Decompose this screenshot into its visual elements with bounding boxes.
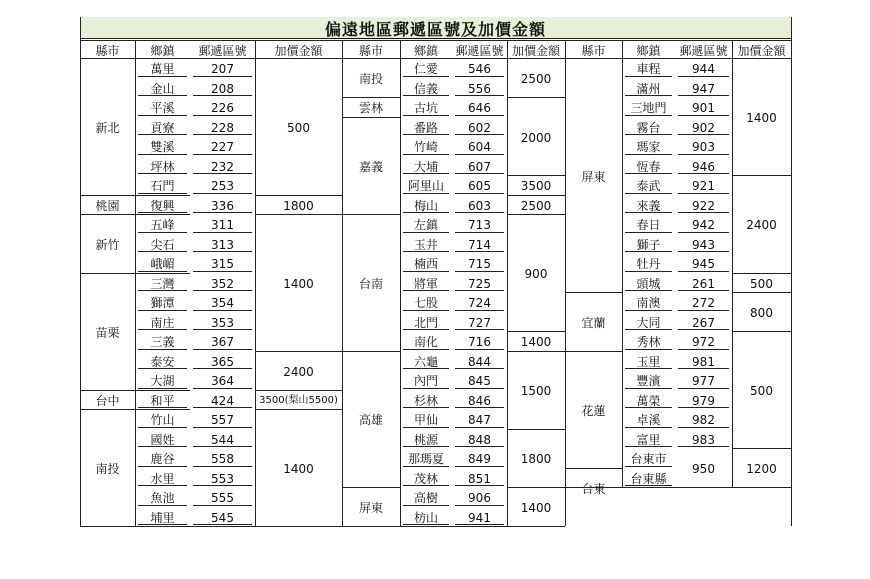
zip-cell: 313 xyxy=(190,234,255,254)
fee-cell: 1800 xyxy=(283,198,314,213)
town-cell: 三灣 xyxy=(135,273,190,293)
grid-line xyxy=(342,526,565,527)
town-cell: 台東市 xyxy=(622,448,675,468)
zip-cell: 208 xyxy=(190,78,255,98)
grid-line xyxy=(732,40,733,487)
zip-cell: 602 xyxy=(452,117,507,137)
county-cell: 花蓮 xyxy=(581,403,606,418)
fee-cell: 800 xyxy=(750,306,773,320)
grid-line xyxy=(342,117,400,118)
grid-line xyxy=(255,409,342,410)
town-cell: 水里 xyxy=(135,468,190,488)
fee-cell: 2400 xyxy=(746,218,777,233)
column-header: 加價金額 xyxy=(511,43,560,58)
zip-cell: 424 xyxy=(190,390,255,410)
town-cell: 恆春 xyxy=(622,156,675,176)
zip-cell: 646 xyxy=(452,97,507,117)
town-cell: 番路 xyxy=(400,117,452,137)
fee-cell: 1500 xyxy=(520,384,552,398)
town-cell: 金山 xyxy=(135,78,190,98)
town-cell: 豐濱 xyxy=(622,370,675,390)
town-cell: 北門 xyxy=(400,312,452,332)
zip-cell: 983 xyxy=(675,429,732,449)
fee-cell: 500 xyxy=(750,384,773,398)
zip-cell: 336 xyxy=(190,195,255,215)
county-cell: 台中 xyxy=(95,393,120,408)
grid-line xyxy=(565,40,566,526)
zip-cell: 845 xyxy=(452,370,507,390)
town-cell: 頭城 xyxy=(622,273,675,293)
fee-cell: 3500(梨山5500) xyxy=(259,394,338,406)
zip-cell: 354 xyxy=(190,292,255,312)
zip-cell: 947 xyxy=(675,78,732,98)
column-header: 郵遞區號 xyxy=(198,43,247,58)
grid-line xyxy=(342,351,400,352)
town-cell: 竹崎 xyxy=(400,136,452,156)
town-cell: 仁愛 xyxy=(400,58,452,78)
zip-cell: 922 xyxy=(675,195,732,215)
grid-line xyxy=(507,195,565,196)
town-cell: 南庄 xyxy=(135,312,190,332)
zip-cell: 253 xyxy=(190,175,255,195)
grid-line xyxy=(255,390,342,391)
zip-cell: 272 xyxy=(675,292,732,312)
zip-cell: 979 xyxy=(675,390,732,410)
town-cell: 萬榮 xyxy=(622,390,675,410)
grid-line xyxy=(507,429,565,430)
fee-cell: 1400 xyxy=(746,111,777,125)
column-header: 加價金額 xyxy=(274,43,323,58)
zip-cell: 945 xyxy=(675,253,732,273)
town-cell: 三義 xyxy=(135,331,190,351)
zip-cell: 365 xyxy=(190,351,255,371)
town-cell: 復興 xyxy=(135,195,190,215)
grid-line xyxy=(255,214,342,215)
grid-line xyxy=(565,292,622,293)
grid-line xyxy=(507,175,565,176)
zip-cell: 901 xyxy=(675,97,732,117)
grid-line xyxy=(342,40,343,526)
grid-line xyxy=(732,175,791,176)
county-cell: 嘉義 xyxy=(358,159,383,174)
town-cell: 泰武 xyxy=(622,175,675,195)
grid-line xyxy=(507,487,565,488)
column-header: 縣市 xyxy=(581,43,606,58)
zip-cell: 207 xyxy=(190,58,255,78)
town-cell: 峨嵋 xyxy=(135,253,190,273)
zip-cell: 545 xyxy=(190,507,255,527)
zip-cell: 228 xyxy=(190,117,255,137)
zip-cell: 603 xyxy=(452,195,507,215)
town-cell: 鹿谷 xyxy=(135,448,190,468)
zip-cell: 558 xyxy=(190,448,255,468)
grid-line xyxy=(255,40,256,526)
county-cell: 新竹 xyxy=(95,237,120,252)
column-header: 郵遞區號 xyxy=(455,43,504,58)
grid-line xyxy=(135,40,136,526)
column-header: 加價金額 xyxy=(737,43,786,58)
zip-cell: 261 xyxy=(675,273,732,293)
grid-line xyxy=(507,40,508,526)
town-cell: 台東縣 xyxy=(622,468,675,488)
zip-cell: 950 xyxy=(692,462,715,476)
zip-cell: 906 xyxy=(452,487,507,507)
fee-cell: 1400 xyxy=(283,462,314,476)
fee-cell: 2500 xyxy=(520,72,552,86)
zip-cell: 556 xyxy=(452,78,507,98)
zip-cell: 607 xyxy=(452,156,507,176)
county-cell: 台東 xyxy=(581,481,606,496)
zip-cell: 714 xyxy=(452,234,507,254)
grid-line xyxy=(80,526,342,527)
grid-line xyxy=(732,273,791,274)
fee-cell: 2500 xyxy=(520,198,552,213)
zip-cell: 851 xyxy=(452,468,507,488)
zip-cell: 267 xyxy=(675,312,732,332)
town-cell: 甲仙 xyxy=(400,409,452,429)
zip-cell: 352 xyxy=(190,273,255,293)
town-cell: 霧台 xyxy=(622,117,675,137)
county-cell: 新北 xyxy=(95,120,120,135)
zip-cell: 946 xyxy=(675,156,732,176)
zip-cell: 943 xyxy=(675,234,732,254)
zip-cell: 713 xyxy=(452,214,507,234)
county-cell: 台南 xyxy=(358,276,383,291)
town-cell: 獅潭 xyxy=(135,292,190,312)
zip-cell: 226 xyxy=(190,97,255,117)
town-cell: 國姓 xyxy=(135,429,190,449)
town-cell: 五峰 xyxy=(135,214,190,234)
fee-cell: 1400 xyxy=(283,276,314,291)
town-cell: 枋山 xyxy=(400,507,452,527)
county-cell: 桃園 xyxy=(95,198,120,213)
town-cell: 泰安 xyxy=(135,351,190,371)
zip-cell: 844 xyxy=(452,351,507,371)
zip-cell: 546 xyxy=(452,58,507,78)
zip-cell: 846 xyxy=(452,390,507,410)
town-cell: 貢寮 xyxy=(135,117,190,137)
grid-line xyxy=(791,17,792,487)
grid-line xyxy=(507,331,565,332)
fee-cell: 1200 xyxy=(746,462,777,476)
zip-cell: 557 xyxy=(190,409,255,429)
town-cell: 富里 xyxy=(622,429,675,449)
town-cell: 三地門 xyxy=(622,97,675,117)
zip-cell: 981 xyxy=(675,351,732,371)
town-cell: 杉林 xyxy=(400,390,452,410)
town-cell: 車程 xyxy=(622,58,675,78)
town-cell: 茂林 xyxy=(400,468,452,488)
town-cell: 石門 xyxy=(135,175,190,195)
town-cell: 古坑 xyxy=(400,97,452,117)
grid-line xyxy=(255,195,342,196)
town-cell: 尖石 xyxy=(135,234,190,254)
zip-cell: 977 xyxy=(675,370,732,390)
fee-cell: 2000 xyxy=(520,130,552,145)
grid-line xyxy=(342,97,400,98)
town-cell: 高樹 xyxy=(400,487,452,507)
town-cell: 平溪 xyxy=(135,97,190,117)
county-cell: 屏東 xyxy=(358,501,383,515)
table-title: 偏遠地區郵遞區號及加價金額 xyxy=(80,17,791,39)
fee-cell: 500 xyxy=(287,120,310,135)
zip-cell: 944 xyxy=(675,58,732,78)
grid-line xyxy=(342,487,400,488)
fee-cell: 1400 xyxy=(520,501,552,515)
zip-cell: 232 xyxy=(190,156,255,176)
fee-cell: 1400 xyxy=(520,335,552,350)
town-cell: 南化 xyxy=(400,331,452,351)
zip-cell: 941 xyxy=(452,507,507,527)
zip-cell: 716 xyxy=(452,331,507,351)
town-cell: 楠西 xyxy=(400,253,452,273)
fee-cell: 1800 xyxy=(520,452,552,467)
town-cell: 滿州 xyxy=(622,78,675,98)
county-cell: 南投 xyxy=(358,72,383,86)
column-header: 鄉鎮 xyxy=(413,43,438,58)
grid-line xyxy=(732,448,791,449)
town-cell: 魚池 xyxy=(135,487,190,507)
zip-cell: 367 xyxy=(190,331,255,351)
zip-cell: 227 xyxy=(190,136,255,156)
town-cell: 信義 xyxy=(400,78,452,98)
town-cell: 萬里 xyxy=(135,58,190,78)
zip-cell: 903 xyxy=(675,136,732,156)
column-header: 縣市 xyxy=(95,43,120,58)
town-cell: 梅山 xyxy=(400,195,452,215)
town-cell: 埔里 xyxy=(135,507,190,527)
zip-cell: 364 xyxy=(190,370,255,390)
grid-line xyxy=(507,351,565,352)
grid-line xyxy=(565,351,622,352)
zip-cell: 942 xyxy=(675,214,732,234)
county-cell: 苗栗 xyxy=(95,325,120,340)
town-cell: 大湖 xyxy=(135,370,190,390)
zip-cell: 849 xyxy=(452,448,507,468)
zip-cell: 902 xyxy=(675,117,732,137)
zip-cell: 544 xyxy=(190,429,255,449)
county-cell: 南投 xyxy=(95,462,120,476)
town-cell: 桃源 xyxy=(400,429,452,449)
zip-cell: 553 xyxy=(190,468,255,488)
column-header: 鄉鎮 xyxy=(150,43,175,58)
zip-cell: 315 xyxy=(190,253,255,273)
grid-line xyxy=(342,214,400,215)
town-cell: 卓溪 xyxy=(622,409,675,429)
grid-line xyxy=(400,40,401,526)
zip-cell: 555 xyxy=(190,487,255,507)
fee-cell: 2400 xyxy=(283,364,314,379)
grid-line xyxy=(565,487,791,488)
town-cell: 玉井 xyxy=(400,234,452,254)
zip-cell: 725 xyxy=(452,273,507,293)
town-cell: 南澳 xyxy=(622,292,675,312)
town-cell: 將軍 xyxy=(400,273,452,293)
county-cell: 宜蘭 xyxy=(581,315,606,330)
zip-cell: 727 xyxy=(452,312,507,332)
town-cell: 瑪家 xyxy=(622,136,675,156)
town-cell: 秀林 xyxy=(622,331,675,351)
town-cell: 竹山 xyxy=(135,409,190,429)
zip-cell: 715 xyxy=(452,253,507,273)
town-cell: 內門 xyxy=(400,370,452,390)
zip-cell: 724 xyxy=(452,292,507,312)
fee-cell: 3500 xyxy=(520,179,552,194)
zip-cell: 605 xyxy=(452,175,507,195)
town-cell: 坪林 xyxy=(135,156,190,176)
zip-cell: 847 xyxy=(452,409,507,429)
column-header: 縣市 xyxy=(358,43,383,58)
town-cell: 獅子 xyxy=(622,234,675,254)
grid-line xyxy=(732,292,791,293)
grid-line xyxy=(507,97,565,98)
town-cell: 六龜 xyxy=(400,351,452,371)
county-cell: 屏東 xyxy=(581,169,606,184)
column-header: 郵遞區號 xyxy=(679,43,728,58)
zip-cell: 972 xyxy=(675,331,732,351)
town-cell: 左鎮 xyxy=(400,214,452,234)
town-cell: 牡丹 xyxy=(622,253,675,273)
zip-cell: 848 xyxy=(452,429,507,449)
grid-line xyxy=(507,214,565,215)
grid-line xyxy=(255,351,342,352)
zip-cell: 353 xyxy=(190,312,255,332)
fee-cell: 500 xyxy=(750,276,773,291)
town-cell: 玉里 xyxy=(622,351,675,371)
grid-line xyxy=(622,40,623,487)
zip-cell: 604 xyxy=(452,136,507,156)
zip-cell: 982 xyxy=(675,409,732,429)
town-cell: 雙溪 xyxy=(135,136,190,156)
column-header: 鄉鎮 xyxy=(636,43,661,58)
zip-cell: 921 xyxy=(675,175,732,195)
grid-line xyxy=(732,331,791,332)
town-cell: 那瑪夏 xyxy=(400,448,452,468)
town-cell: 春日 xyxy=(622,214,675,234)
grid-line xyxy=(80,40,791,41)
town-cell: 大同 xyxy=(622,312,675,332)
county-cell: 雲林 xyxy=(358,101,383,116)
town-cell: 和平 xyxy=(135,390,190,410)
county-cell: 高雄 xyxy=(358,413,383,428)
zip-cell: 311 xyxy=(190,214,255,234)
town-cell: 七股 xyxy=(400,292,452,312)
town-cell: 大埔 xyxy=(400,156,452,176)
fee-cell: 900 xyxy=(524,267,548,281)
town-cell: 來義 xyxy=(622,195,675,215)
town-cell: 阿里山 xyxy=(400,175,452,195)
grid-line xyxy=(565,468,622,469)
